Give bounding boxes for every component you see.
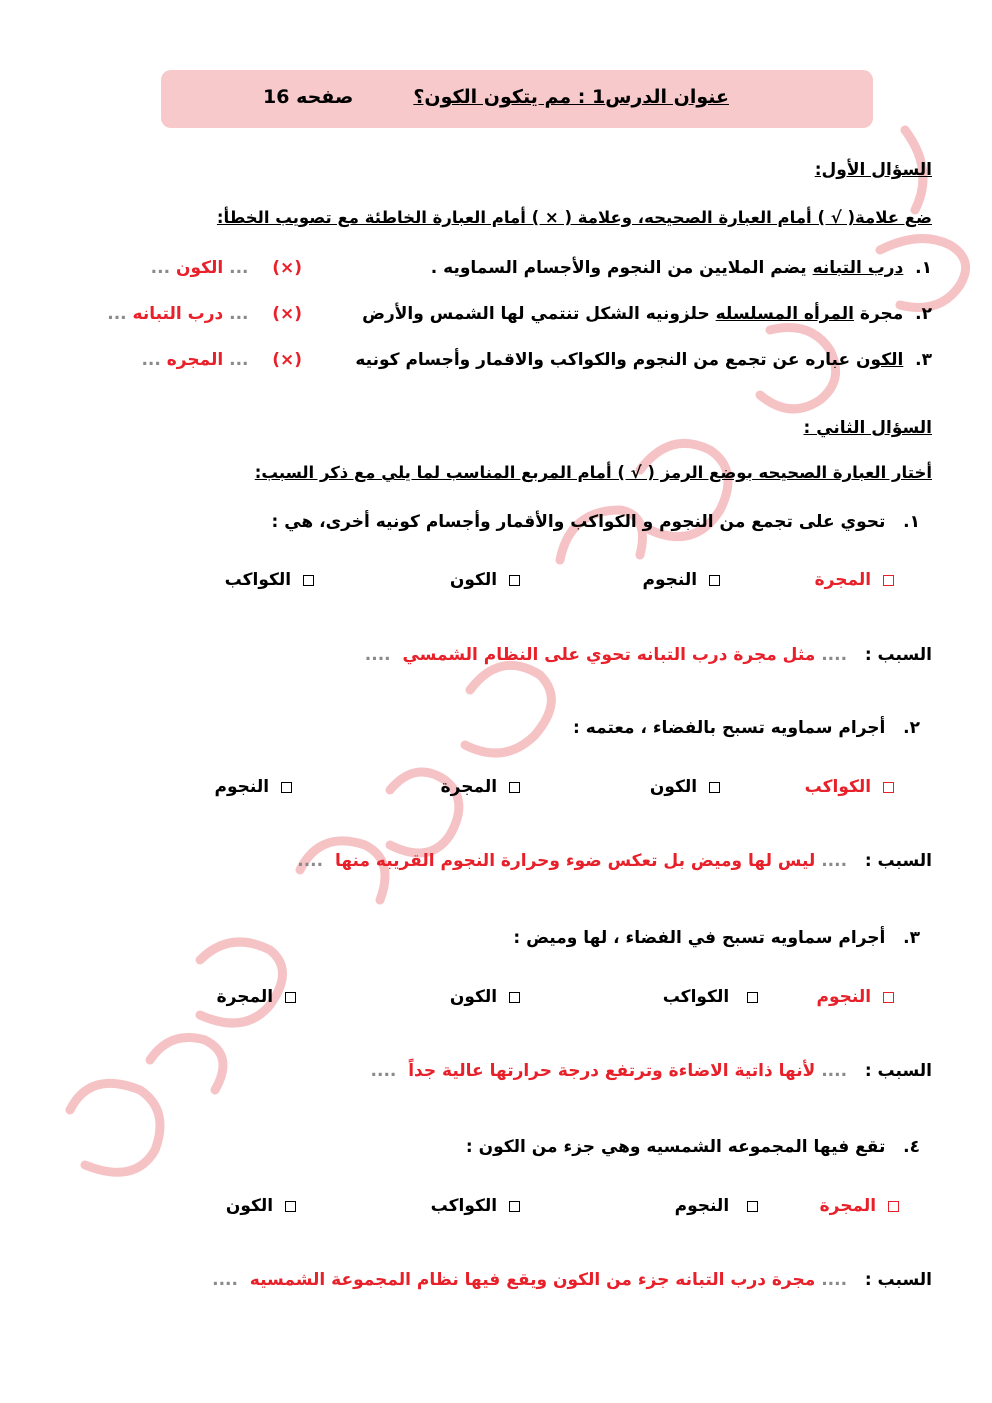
mark-x: (×) <box>272 350 302 370</box>
dots: .... <box>297 851 324 871</box>
option-label: النجوم <box>816 987 872 1007</box>
item-number: ٣. <box>915 350 932 370</box>
q2-4-reason <box>212 1270 932 1290</box>
q2-4-option-3[interactable] <box>431 1196 520 1216</box>
item-text: مجرة <box>853 304 904 324</box>
option-label: المجرة <box>814 570 872 590</box>
item-number: ١. <box>915 258 932 278</box>
q2-1-option-2[interactable] <box>643 570 720 590</box>
q2-2-option-2[interactable] <box>650 777 720 797</box>
item-number: ٤. <box>903 1137 920 1157</box>
checkbox[interactable] <box>709 782 720 793</box>
reason-label: السبب : <box>864 645 932 665</box>
checkbox[interactable] <box>285 992 296 1003</box>
q1-item-1 <box>431 258 932 278</box>
item-text: أجرام سماويه تسبح بالفضاء ، معتمه : <box>573 718 886 738</box>
q2-2-option-4[interactable] <box>215 777 292 797</box>
checkbox[interactable] <box>303 575 314 586</box>
option-label: الكواكب <box>804 777 872 797</box>
q2-3-option-1[interactable] <box>817 987 894 1007</box>
q2-3-option-2[interactable] <box>663 987 758 1007</box>
checkbox[interactable] <box>281 782 292 793</box>
item-text: تحوي على تجمع من النجوم و الكواكب والأقمار وأجسام كونيه أخرى، هي : <box>271 512 886 532</box>
q2-title: السؤال الثاني : <box>803 418 932 438</box>
dots: ... <box>229 258 249 278</box>
option-label: الكون <box>449 987 498 1007</box>
dots: ... <box>229 304 249 324</box>
checkbox[interactable] <box>709 575 720 586</box>
q2-item-1 <box>272 512 920 532</box>
item-text: حلزونيه الشكل تنتمي لها الشمس والأرض <box>362 304 716 324</box>
item-number: ٣. <box>903 928 920 948</box>
q1-item-3 <box>355 350 932 370</box>
checkbox[interactable] <box>509 575 520 586</box>
q2-item-4 <box>466 1137 920 1157</box>
reason-text: مجرة درب التبانه جزء من الكون ويقع فيها نظام المجموعة الشمسيه <box>249 1270 816 1290</box>
option-label: النجوم <box>674 1196 730 1216</box>
option-label: الكواكب <box>662 987 730 1007</box>
item-text: أجرام سماويه تسبح في الفضاء ، لها وميض : <box>513 928 886 948</box>
option-label: الكون <box>225 1196 274 1216</box>
option-label: المجرة <box>819 1196 877 1216</box>
correction: الكون <box>175 258 224 278</box>
q2-3-reason <box>371 1061 932 1081</box>
q2-3-option-3[interactable] <box>450 987 520 1007</box>
dots: .... <box>821 1270 848 1290</box>
q2-3-option-4[interactable] <box>217 987 296 1007</box>
reason-text: لأنها ذاتية الاضاءة وترتفع درجة حرارتها عالية جداً <box>408 1061 816 1081</box>
q2-1-option-4[interactable] <box>225 570 314 590</box>
checkbox[interactable] <box>509 782 520 793</box>
item-underlined: درب التبانه <box>812 258 904 278</box>
q1-item-2-answer <box>107 304 302 324</box>
reason-label: السبب : <box>864 1270 932 1290</box>
option-label: الكواكب <box>224 570 292 590</box>
item-underlined: المرأه المسلسله <box>715 304 854 324</box>
item-text: يضم الملايين من النجوم والأجسام السماويه . <box>430 258 813 278</box>
checkbox[interactable] <box>509 1201 520 1212</box>
reason-text: ليس لها وميض بل تعكس ضوء وحرارة النجوم القريبه منها <box>334 851 816 871</box>
q2-item-3 <box>513 928 920 948</box>
option-label: الكون <box>449 570 498 590</box>
q2-2-option-1[interactable] <box>805 777 894 797</box>
q2-instruction: أختار العبارة الصحيحه بوضع الرمز ( √ ) أمام المربع المناسب لما يلي مع ذكر السبب: <box>254 463 932 482</box>
mark-x: (×) <box>272 304 302 324</box>
dots: .... <box>821 1061 848 1081</box>
q2-1-option-1[interactable] <box>815 570 894 590</box>
correction: درب التبانه <box>132 304 224 324</box>
q1-title: السؤال الأول: <box>814 160 932 180</box>
item-text: تقع فيها المجموعه الشمسيه وهي جزء من الكون : <box>465 1137 886 1157</box>
q2-1-option-3[interactable] <box>450 570 520 590</box>
option-label: الكواكب <box>430 1196 498 1216</box>
q1-item-3-answer <box>141 350 302 370</box>
dots: .... <box>821 645 848 665</box>
reason-label: السبب : <box>864 851 932 871</box>
q2-4-option-2[interactable] <box>675 1196 758 1216</box>
dots: .... <box>370 1061 397 1081</box>
checkbox[interactable] <box>883 782 894 793</box>
item-underlined: الكون <box>856 350 904 370</box>
checkbox[interactable] <box>747 992 758 1003</box>
q2-2-reason <box>297 851 932 871</box>
item-number: ١. <box>903 512 920 532</box>
reason-text: مثل مجرة درب التبانه تحوي على النظام الشمسي <box>402 645 816 665</box>
dots: .... <box>364 645 391 665</box>
dots: ... <box>229 350 249 370</box>
q2-1-reason <box>365 645 932 665</box>
reason-label: السبب : <box>864 1061 932 1081</box>
page-number: صفحه 16 <box>263 86 354 108</box>
q2-4-option-4[interactable] <box>226 1196 296 1216</box>
correction: المجره <box>166 350 224 370</box>
option-label: النجوم <box>214 777 270 797</box>
mark-x: (×) <box>272 258 302 278</box>
q2-item-2 <box>573 718 920 738</box>
dots: ... <box>141 350 161 370</box>
option-label: المجرة <box>216 987 274 1007</box>
checkbox[interactable] <box>888 1201 899 1212</box>
checkbox[interactable] <box>747 1201 758 1212</box>
checkbox[interactable] <box>509 992 520 1003</box>
item-number: ٢. <box>903 718 920 738</box>
option-label: النجوم <box>642 570 698 590</box>
q1-item-2 <box>362 304 932 324</box>
option-label: المجرة <box>440 777 498 797</box>
dots: .... <box>821 851 848 871</box>
lesson-title: عنوان الدرس1 : مم يتكون الكون؟ <box>413 86 729 108</box>
q1-instruction: ضع علامة( √ ) أمام العبارة الصحيحه، وعلامة ( × ) أمام العبارة الخاطئة مع تصويب الخطأ: <box>216 208 932 227</box>
q1-item-1-answer <box>151 258 302 278</box>
checkbox[interactable] <box>883 992 894 1003</box>
item-number: ٢. <box>915 304 932 324</box>
dots: .... <box>212 1270 238 1290</box>
q2-2-option-3[interactable] <box>441 777 520 797</box>
dots: ... <box>150 258 171 278</box>
checkbox[interactable] <box>285 1201 296 1212</box>
item-text: عباره عن تجمع من النجوم والكواكب والاقمار وأجسام كونيه <box>355 350 857 370</box>
checkbox[interactable] <box>883 575 894 586</box>
q2-4-option-1[interactable] <box>820 1196 899 1216</box>
dots: ... <box>107 304 127 324</box>
option-label: الكون <box>649 777 698 797</box>
